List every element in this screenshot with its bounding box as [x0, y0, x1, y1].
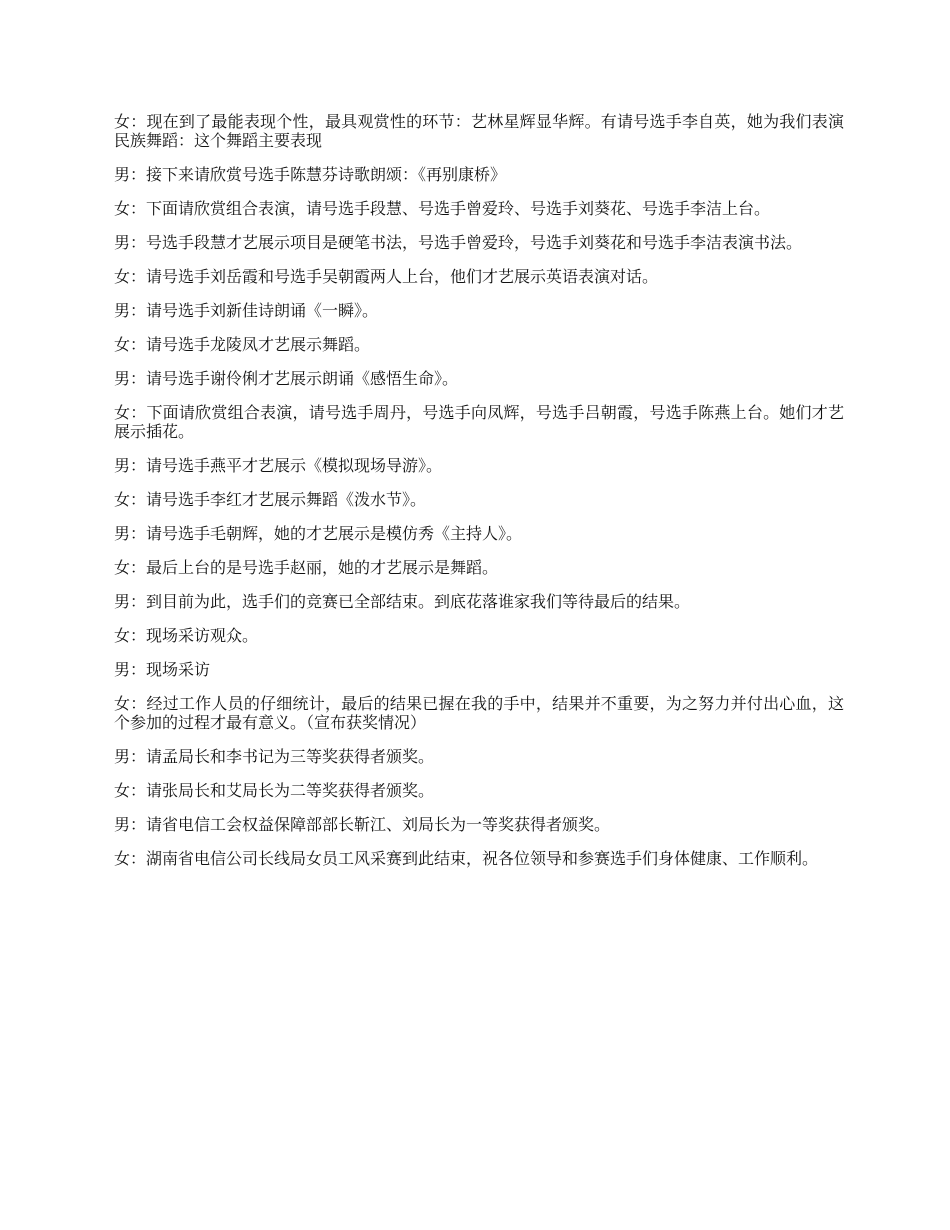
paragraph: 女：下面请欣赏组合表演，请号选手段慧、号选手曾爱玲、号选手刘葵花、号选手李洁上台。: [114, 199, 771, 218]
paragraph: 男：请省电信工会权益保障部部长靳江、刘局长为一等奖获得者颁奖。: [114, 815, 611, 834]
paragraph: 女：下面请欣赏组合表演，请号选手周丹，号选手向凤辉，号选手吕朝霞，号选手陈燕上台。她们才艺展示插花。: [114, 403, 844, 441]
document-body: [114, 112, 844, 883]
paragraph: 男：请号选手毛朝辉，她的才艺展示是模仿秀《主持人》。: [114, 524, 523, 543]
paragraph: 女：最后上台的是号选手赵丽，她的才艺展示是舞蹈。: [114, 558, 499, 577]
paragraph: 男：号选手段慧才艺展示项目是硬笔书法，号选手曾爱玲，号选手刘葵花和号选手李洁表演书法。: [114, 233, 803, 252]
paragraph: 男：现场采访: [114, 660, 211, 679]
paragraph: 女：请张局长和艾局长为二等奖获得者颁奖。: [114, 781, 435, 800]
paragraph: 男：请号选手刘新佳诗朗诵《一瞬》。: [114, 301, 379, 320]
paragraph: 男：请孟局长和李书记为三等奖获得者颁奖。: [114, 747, 435, 766]
paragraph: 女：经过工作人员的仔细统计，最后的结果已握在我的手中，结果并不重要，为之努力并付出心血，这个参加的过程才最有意义。（宣布获奖情况）: [114, 694, 844, 732]
paragraph: 女：湖南省电信公司长线局女员工风采赛到此结束，祝各位领导和参赛选手们身体健康、工作顺利。: [114, 849, 819, 868]
paragraph: 男：接下来请欣赏号选手陈慧芬诗歌朗颂：《再别康桥》: [114, 165, 507, 184]
paragraph: 女：现场采访观众。: [114, 626, 259, 645]
paragraph: 男：请号选手谢伶俐才艺展示朗诵《感悟生命》。: [114, 369, 459, 388]
paragraph: 女：请号选手刘岳霞和号选手吴朝霞两人上台，他们才艺展示英语表演对话。: [114, 267, 659, 286]
paragraph: 女：请号选手龙陵凤才艺展示舞蹈。: [114, 335, 371, 354]
paragraph: 女：现在到了最能表现个性，最具观赏性的环节：艺林星辉显华辉。有请号选手李自英，她为我们表演民族舞蹈：这个舞蹈主要表现: [114, 112, 844, 150]
paragraph: 男：到目前为此，选手们的竞赛已全部结束。到底花落谁家我们等待最后的结果。: [114, 592, 691, 611]
paragraph: 女：请号选手李红才艺展示舞蹈《泼水节》。: [114, 490, 427, 509]
paragraph: 男：请号选手燕平才艺展示《模拟现场导游》。: [114, 456, 443, 475]
